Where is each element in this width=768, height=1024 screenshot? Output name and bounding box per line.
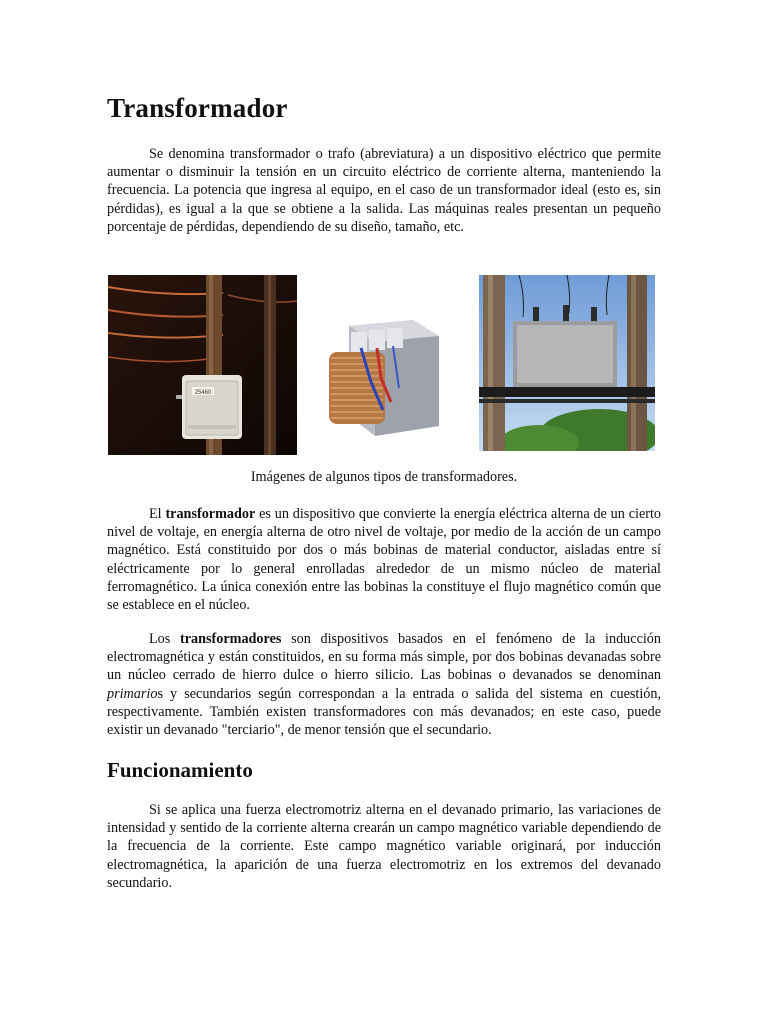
p3-italic-term: primario — [107, 685, 158, 702]
p2-lead: El — [149, 506, 166, 522]
pole-transformer-day-image — [479, 275, 655, 451]
section-heading-funcionamiento: Funcionamiento — [107, 758, 253, 782]
p2-bold-term: transformador — [165, 506, 256, 522]
operation-paragraph: Si se aplica una fuerza electromotriz alterna en el devanado primario, las variaciones de intensidad y sentido de la corriente alterna crearán un campo magnético variable dependiendo de la frecuencia de la corriente. Este campo magnético variable originará, por inducción electromagnética, la aparición de una fuerza electromotriz en los extremos del devanado secundario. — [107, 802, 661, 891]
definition-paragraph — [107, 505, 661, 614]
p3-mid: son dispositivos basados en el fenómeno de la inducción electromagnética y están constituidos, en su forma más simple, por dos bobinas devanadas sobre un núcleo cerrado de hierro dulce o hierro silicio. Las bobinas o devanados se denominan — [107, 631, 661, 684]
p2-rest: es un dispositivo que convierte la energía eléctrica alterna de un cierto nivel de voltaje, en energía alterna de otro nivel de voltaje, por medio de la acción de un campo magnético. Está constituido por dos o más bobinas de material conductor, aisladas entre sí eléctricamente por lo general enrolladas alrededor de un mismo núcleo de material ferromagnético. La única conexión entre las bobinas la constituye el flujo magnético común que se establece en el núcleo. — [107, 506, 661, 614]
p3-rest: s y secundarios según correspondan a la entrada o salida del sistema en cuestión, respectivamente. También existen transformadores con más devanados; en este caso, puede existir un devanado "terciario", de menor tensión que el secundario. — [107, 685, 661, 739]
page-title: Transformador — [107, 93, 288, 123]
p3-bold-term: transformadores — [179, 631, 282, 647]
transformer-id-label: 25460 — [194, 390, 212, 396]
pole-transformer-night-image — [108, 275, 297, 455]
p3-lead: Los — [149, 631, 180, 647]
core-coil-diagram-image — [321, 318, 443, 440]
intro-paragraph: Se denomina transformador o trafo (abreviatura) a un dispositivo eléctrico que permite aumentar o disminuir la tensión en un circuito eléctrico de corriente alterna, manteniendo la frecuencia. La potencia que ingresa al equipo, en el caso de un transformador ideal (esto es, sin pérdidas), es igual a la que se obtiene a la salida. Las máquinas reales presentan un pequeño porcentaje de pérdidas, dependiendo de su diseño, tamaño, etc. — [107, 146, 661, 235]
construction-paragraph — [107, 630, 661, 739]
figure-caption: Imágenes de algunos tipos de transformadores. — [250, 469, 518, 485]
